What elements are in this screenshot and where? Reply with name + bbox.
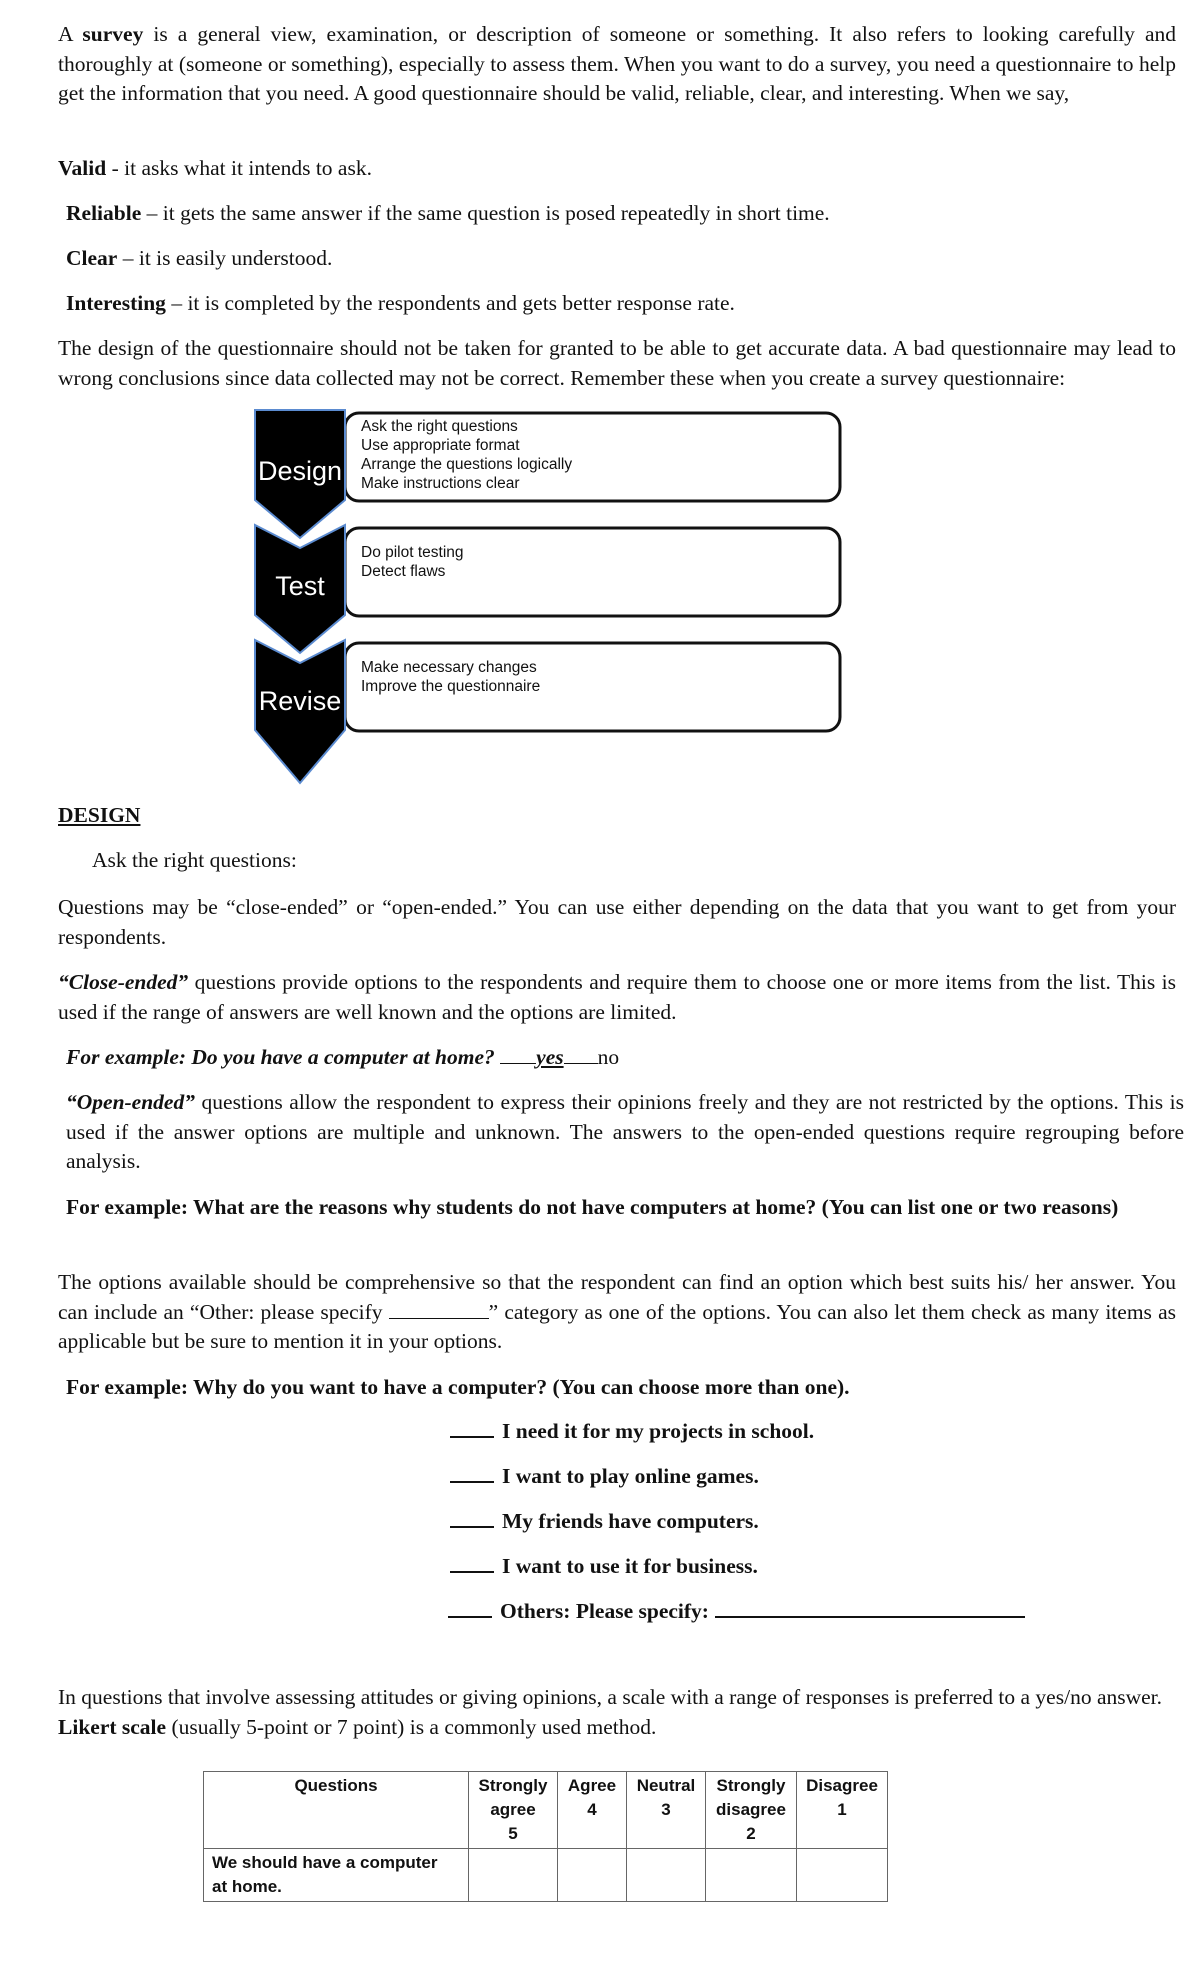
checklist-item-other: Others: Please specify:	[448, 1598, 1025, 1624]
checklist-item: I want to use it for business.	[450, 1553, 758, 1579]
checkbox-blank[interactable]	[448, 1598, 492, 1618]
design-heading: DESIGN	[58, 803, 141, 827]
likert-scale-table	[203, 1771, 888, 1902]
header-strongly-disagree: Strongly disagree 2	[706, 1772, 797, 1849]
criterion-interesting: Interesting – it is completed by the respondents and gets better response rate.	[66, 291, 735, 315]
criterion-clear: Clear – it is easily understood.	[66, 246, 333, 270]
likert-paragraph: In questions that involve assessing attitudes or giving opinions, a scale with a range of responses is preferred to a yes/no answer. Likert scale (usually 5-point or 7 point) is a commonly used method.	[58, 1685, 1163, 1739]
stage-label-revise: Revise	[258, 686, 342, 716]
open-ended-paragraph: “Open-ended” questions allow the respondent to express their opinions freely and they are not restricted by the options. This is used if the answer options are multiple and unknown. The answers to the open-ended questions require regrouping before analysis.	[66, 1090, 1184, 1173]
header-disagree: Disagree 1	[797, 1772, 888, 1849]
stage-label-test: Test	[275, 571, 325, 601]
checkbox-blank[interactable]	[450, 1463, 494, 1483]
term-survey: survey	[82, 22, 144, 46]
intro-paragraph: A survey is a general view, examination, or description of someone or something. It also refers to looking carefully and thoroughly at (someone or something), especially to assess them. When you want to do a survey, you need a questionnaire to help get the information that you need. A good questionnaire should be valid, reliable, clear, and interesting. When we say,	[58, 22, 1177, 105]
likert-header-row	[204, 1772, 888, 1849]
design-test-revise-diagram	[250, 408, 850, 788]
revise-item: Make necessary changes	[361, 659, 537, 676]
checklist-item: My friends have computers.	[450, 1508, 759, 1534]
header-questions: Questions	[204, 1772, 469, 1849]
likert-cell[interactable]	[558, 1849, 627, 1902]
example-multiple-choice: For example: Why do you want to have a computer? (You can choose more than one).	[66, 1375, 850, 1399]
ask-right-questions: Ask the right questions:	[92, 848, 297, 872]
checkbox-blank[interactable]	[450, 1508, 494, 1528]
revise-item: Improve the questionnaire	[361, 678, 541, 695]
example-close-ended: For example: Do you have a computer at home? yes no	[66, 1045, 620, 1069]
question-types-paragraph: Questions may be “close-ended” or “open-ended.” You can use either depending on the data that you want to get from your respondents.	[58, 895, 1176, 949]
test-item: Do pilot testing	[361, 544, 464, 561]
criterion-valid: Valid - it asks what it intends to ask.	[58, 156, 372, 180]
likert-cell[interactable]	[797, 1849, 888, 1902]
design-item: Ask the right questions	[361, 418, 518, 435]
checklist-item: I need it for my projects in school.	[450, 1418, 814, 1444]
header-strongly-agree: Strongly agree 5	[469, 1772, 558, 1849]
test-item: Detect flaws	[361, 563, 446, 580]
likert-cell[interactable]	[706, 1849, 797, 1902]
checklist-item: I want to play online games.	[450, 1463, 759, 1489]
likert-question: We should have a computer at home.	[204, 1849, 469, 1902]
likert-cell[interactable]	[469, 1849, 558, 1902]
checkbox-blank[interactable]	[450, 1418, 494, 1438]
example-open-ended: For example: What are the reasons why students do not have computers at home? (You can list one or two reasons)	[66, 1195, 1119, 1219]
likert-question-row	[204, 1849, 888, 1902]
design-item: Arrange the questions logically	[361, 456, 573, 473]
design-note-paragraph: The design of the questionnaire should not be taken for granted to be able to get accurate data. A bad questionnaire may lead to wrong conclusions since data collected may not be correct. Remember these when you create a survey questionnaire:	[58, 336, 1176, 390]
other-specify-blank[interactable]	[715, 1598, 1025, 1618]
header-agree: Agree 4	[558, 1772, 627, 1849]
stage-label-design: Design	[257, 456, 343, 486]
design-item: Make instructions clear	[361, 475, 520, 492]
header-neutral: Neutral 3	[627, 1772, 706, 1849]
criterion-reliable: Reliable – it gets the same answer if the same question is posed repeatedly in short time.	[66, 201, 830, 225]
options-paragraph: The options available should be comprehensive so that the respondent can find an option which best suits his/ her answer. You can include an “Other: please specify ” category as one of the options. You can also let them check as many items as applicable but be sure to mention it in your options.	[58, 1270, 1176, 1353]
checkbox-blank[interactable]	[450, 1553, 494, 1573]
close-ended-paragraph: “Close-ended” questions provide options to the respondents and require them to choose one or more items from the list. This is used if the range of answers are well known and the options are limited.	[58, 970, 1176, 1024]
likert-cell[interactable]	[627, 1849, 706, 1902]
design-item: Use appropriate format	[361, 437, 520, 454]
